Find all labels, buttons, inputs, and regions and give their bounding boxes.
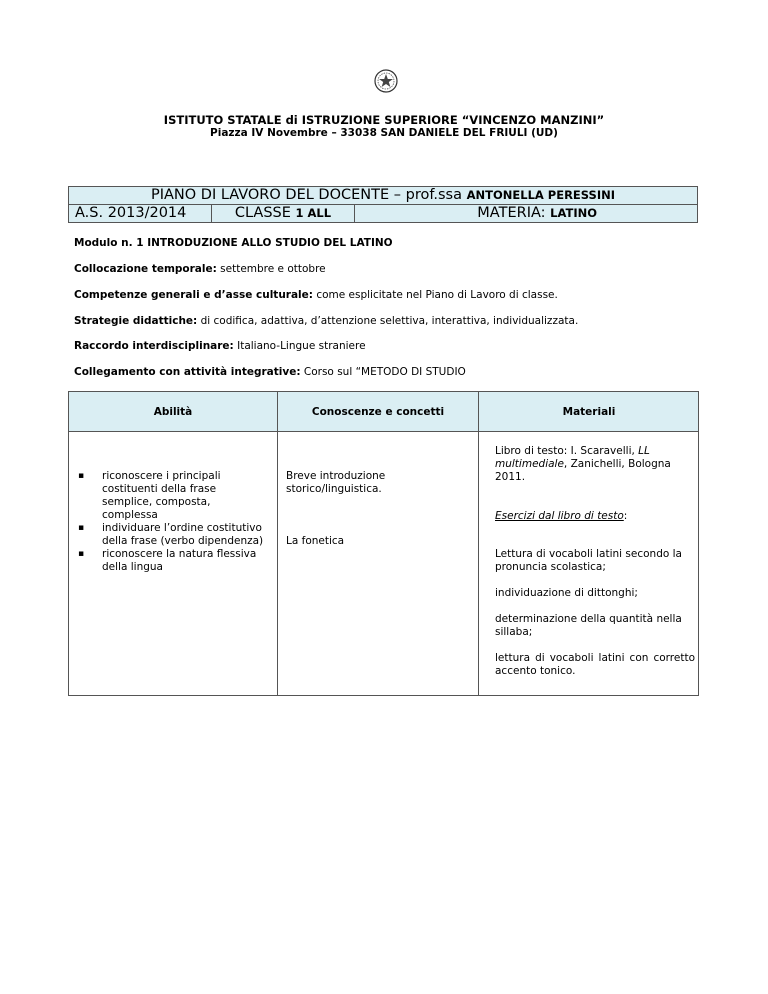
header-materiali: Materiali bbox=[562, 406, 616, 418]
plan-title: PIANO DI LAVORO DEL DOCENTE – prof.ssa bbox=[150, 187, 467, 203]
interdisciplinary-row: Raccordo interdisciplinare: Italiano-Lingue straniere bbox=[74, 340, 366, 352]
list-item: ▪ riconoscere la natura flessiva della lingua bbox=[78, 548, 266, 574]
school-name: ISTITUTO STATALE di ISTRUZIONE SUPERIORE “VINCENZO MANZINI” bbox=[163, 113, 605, 127]
strategies-row: Strategie didattiche: di codifica, adattiva, d’attenzione selettiva, interattiva, individualizzata. bbox=[74, 315, 579, 327]
subject-cell bbox=[355, 205, 698, 223]
timing-row: Collocazione temporale: settembre e ottobre bbox=[74, 263, 326, 275]
conoscenze-intro: Breve introduzione storico/linguistica. bbox=[286, 470, 386, 495]
class-label: CLASSE bbox=[234, 205, 296, 221]
list-item: determinazione della quantità nella sillaba; bbox=[495, 613, 682, 638]
materiali-book: Libro di testo: I. Scaravelli, LL multimediale, Zanichelli, Bologna 2011. bbox=[495, 445, 671, 483]
module-table bbox=[68, 391, 699, 696]
list-item: Lettura di vocaboli latini secondo la pronuncia scolastica; bbox=[495, 548, 682, 573]
class-cell bbox=[212, 205, 355, 223]
subject-value: LATINO bbox=[550, 206, 597, 220]
list-item: lettura di vocaboli latini con corretto accento tonico. bbox=[495, 652, 695, 677]
header-conoscenze: Conoscenze e concetti bbox=[311, 406, 445, 418]
subject-label: MATERIA: bbox=[477, 205, 551, 221]
republic-emblem-icon bbox=[374, 69, 398, 93]
list-item: ▪ individuare l’ordine costitutivo della frase (verbo dipendenza) bbox=[78, 522, 266, 548]
school-address: Piazza IV Novembre – 33038 SAN DANIELE DEL FRIULI (UD) bbox=[210, 127, 558, 139]
header-abilita: Abilità bbox=[153, 406, 193, 418]
school-year: A.S. 2013/2014 bbox=[69, 205, 212, 223]
materiali-exercises-heading: Esercizi dal libro di testo: bbox=[495, 510, 628, 522]
module-title: Modulo n. 1 INTRODUZIONE ALLO STUDIO DEL LATINO bbox=[74, 237, 393, 249]
class-value: 1 ALL bbox=[295, 206, 332, 220]
list-item: individuazione di dittonghi; bbox=[495, 587, 638, 599]
conoscenze-fonetica: La fonetica bbox=[286, 535, 345, 547]
list-item: ▪ riconoscere i principali costituenti della frase semplice, composta, complessa bbox=[78, 470, 266, 522]
integrative-row: Collegamento con attività integrative: Corso sul “METODO DI STUDIO bbox=[74, 366, 466, 378]
plan-header bbox=[68, 186, 698, 223]
abilita-cell bbox=[78, 470, 266, 574]
teacher-name: ANTONELLA PERESSINI bbox=[466, 188, 616, 202]
plan-title-cell bbox=[69, 187, 698, 205]
competences-row: Competenze generali e d’asse culturale: come esplicitate nel Piano di Lavoro di classe. bbox=[74, 289, 558, 301]
